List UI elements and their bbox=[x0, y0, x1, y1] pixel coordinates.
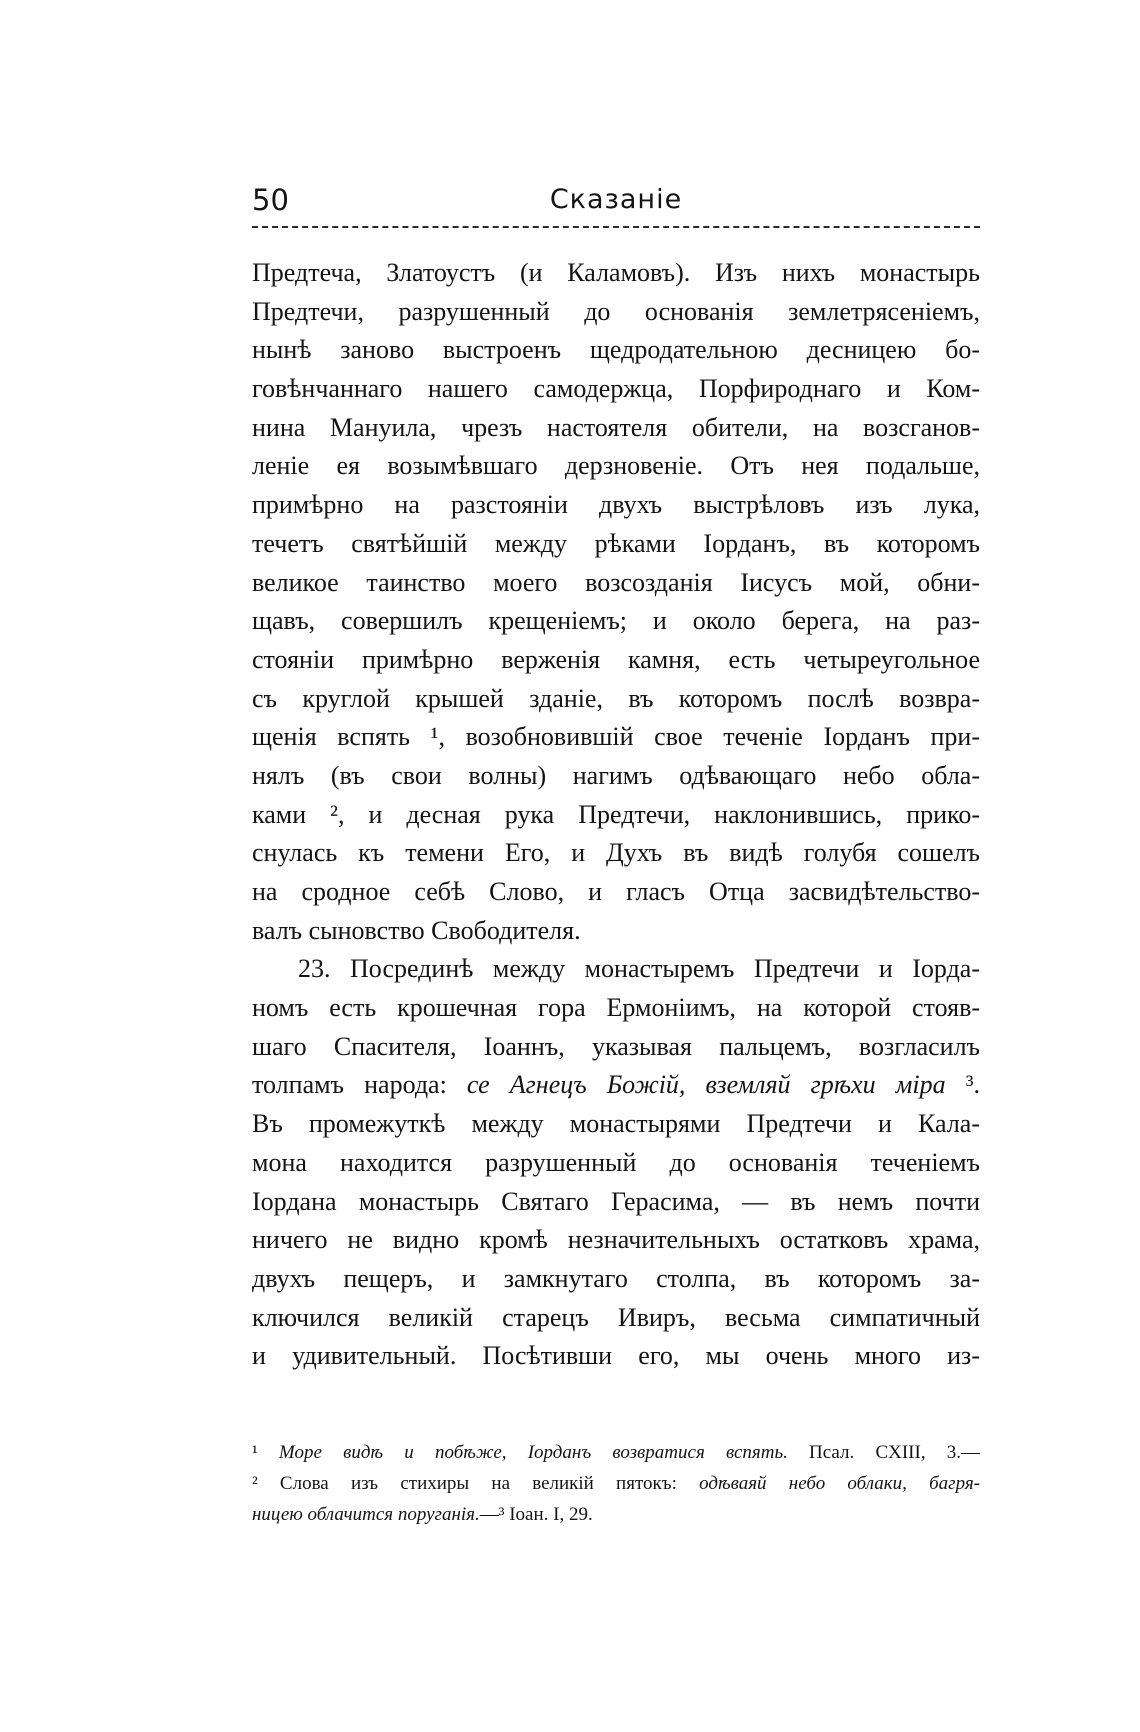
text-line: ключился великій старецъ Ивиръ, весьма симпатичный bbox=[252, 1302, 980, 1332]
page-header bbox=[252, 180, 980, 220]
footnote-2-cont bbox=[252, 1499, 980, 1530]
text-line: великое таинство моего возсозданія Іисусъ мой, обни- bbox=[252, 567, 980, 597]
footnote-marker: —³ bbox=[479, 1504, 510, 1525]
text-line: снулась къ темени Его, и Духъ въ видѣ голубя сошелъ bbox=[252, 838, 980, 868]
footnote-2 bbox=[252, 1468, 980, 1499]
text-line: и удивительный. Посѣтивши его, мы очень много из- bbox=[252, 1341, 980, 1371]
header-rule bbox=[252, 226, 980, 228]
paragraph-start-line: 23. Посрединѣ между монастыремъ Предтечи и Іорда- bbox=[298, 954, 980, 984]
footnote-1 bbox=[252, 1437, 980, 1468]
footnote-marker: ² bbox=[252, 1473, 280, 1494]
scripture-quote: се Агнецъ Божій, вземляй грѣхи міра bbox=[466, 1070, 946, 1100]
text-line: валъ сыновство Свободителя. bbox=[252, 915, 581, 945]
footnote-citation: Псал. CXIII, 3.— bbox=[787, 1442, 980, 1463]
text-line: щенія вспять ¹, возобновившій свое теченіе Іорданъ при- bbox=[252, 722, 980, 752]
running-title: Сказаніе bbox=[549, 184, 683, 215]
page-number: 50 bbox=[252, 183, 289, 217]
text-line: стояніи примѣрно верженія камня, есть четыреугольное bbox=[252, 644, 980, 674]
text-line: щавъ, совершилъ крещеніемъ; и около берега, на раз- bbox=[252, 606, 980, 636]
footnote-quote: Море видѣ и побѣже, Іорданъ возвратися вспять. bbox=[278, 1442, 788, 1463]
quote-line bbox=[252, 1066, 980, 1105]
text-line: ками ², и десная рука Предтечи, наклонившись, прико- bbox=[252, 799, 980, 829]
footnote-ref: ³. bbox=[945, 1070, 980, 1100]
text-line: на сродное себѣ Слово, и гласъ Отца засвидѣтельство- bbox=[252, 877, 980, 906]
quote-prefix: толпамъ народа: bbox=[252, 1070, 467, 1100]
text-line: нина Мануила, чрезъ настоятеля обители, на возсганов- bbox=[252, 412, 980, 442]
text-line: съ круглой крышей зданіе, въ которомъ послѣ возвра- bbox=[252, 683, 980, 713]
text-line: шаго Спасителя, Іоаннъ, указывая пальцемъ, возгласилъ bbox=[252, 1031, 980, 1061]
text-line: Предтечи, разрушенный до основанія землетрясеніемъ, bbox=[252, 296, 980, 326]
footnotes bbox=[252, 1437, 980, 1530]
main-text bbox=[252, 254, 980, 1376]
text-line: примѣрно на разстояніи двухъ выстрѣловъ изъ лука, bbox=[252, 490, 980, 520]
text-line: номъ есть крошечная гора Ермоніимъ, на которой стояв- bbox=[252, 993, 980, 1023]
text-line: Въ промежуткѣ между монастырями Предтечи и Кала- bbox=[252, 1109, 980, 1139]
text-line: мона находится разрушенный до основанія теченіемъ bbox=[252, 1147, 980, 1177]
text-line: ничего не видно кромѣ незначительныхъ остатковъ храма, bbox=[252, 1225, 980, 1255]
text-line: течетъ святѣйшій между рѣками Іорданъ, въ которомъ bbox=[252, 528, 980, 558]
footnote-text: Слова изъ стихиры на великій пятокъ: bbox=[279, 1473, 700, 1494]
text-line: Предтеча, Златоустъ (и Каламовъ). Изъ нихъ монастырь bbox=[252, 258, 980, 287]
footnote-quote: одѣваяй небо облаки, багря- bbox=[699, 1473, 980, 1494]
footnote-marker: ¹ bbox=[252, 1442, 279, 1463]
text-line: нынѣ заново выстроенъ щедродательною десницею бо- bbox=[252, 335, 980, 365]
text-line: леніе ея возымѣвшаго дерзновеніе. Отъ нея подальше, bbox=[252, 451, 980, 481]
text-line: Іордана монастырь Святаго Герасима, — въ немъ почти bbox=[252, 1186, 980, 1216]
footnote-citation: Іоан. I, 29. bbox=[509, 1504, 593, 1525]
footnote-quote: ницею облачится поруганія. bbox=[252, 1504, 480, 1525]
text-line: нялъ (въ свои волны) нагимъ одѣвающаго небо обла- bbox=[252, 760, 980, 790]
text-line: говѣнчаннаго нашего самодержца, Порфироднаго и Ком- bbox=[252, 374, 980, 404]
text-line: двухъ пещеръ, и замкнутаго столпа, въ которомъ за- bbox=[252, 1263, 980, 1293]
